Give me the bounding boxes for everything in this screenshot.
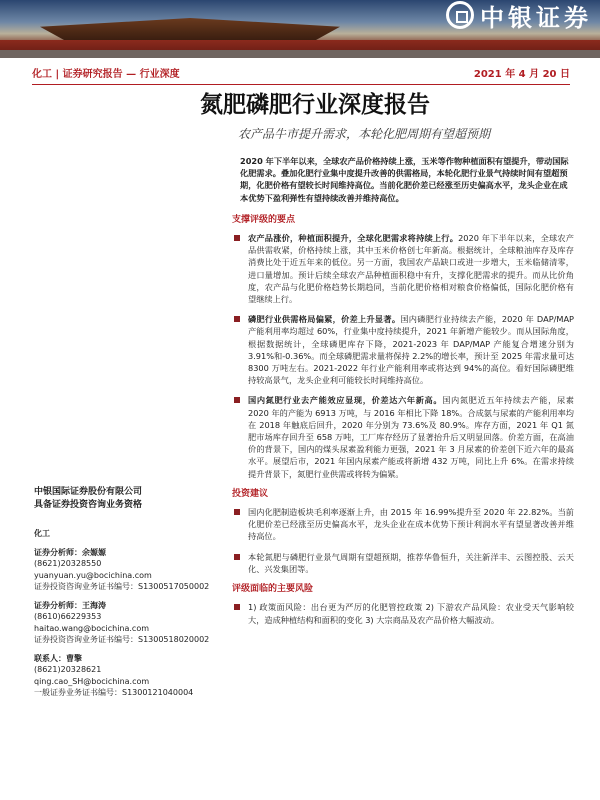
analyst-card [34,600,212,646]
section-heading-risks: 评级面临的主要风险 [232,584,314,595]
analyst-email[interactable]: yuanyuan.yu@bocichina.com [34,570,152,580]
bullet-square-icon [234,604,240,610]
firm-name: 中银国际证券股份有限公司 [34,487,143,497]
analyst-name: 王海涛 [82,600,106,610]
analyst-phone: (8610)66229353 [34,612,102,621]
analyst-role: 证券分析师： [34,600,82,610]
firm-qualification: 具备证券投资咨询业务资格 [34,500,143,510]
sector-label: 化工 [34,529,50,538]
bullet-item [232,394,574,479]
report-subtitle: 农产品牛市提升需求，本轮化肥周期有望超预期 [238,127,491,141]
analyst-role: 证券分析师： [34,547,82,557]
bullet-lead: 国内氮肥行业去产能效应显现，价差达六年新高。 [248,395,443,406]
analyst-email[interactable]: haitao.wang@bocichina.com [34,623,150,633]
bullet-text: 国内化肥制造板块毛利率逐渐上升，由 2015 年 16.99%提升至 2020 年 22.82%。当前化肥价差已经涨至历史偏高水平，龙头企业在成本优势下预计利润水平有望显著改善并维持高位。 [248,507,574,542]
header-divider [32,84,570,85]
brand-name: 中银证券 [480,2,592,32]
analyst-name: 曹擎 [66,653,82,663]
bullet-text: 本轮氮肥与磷肥行业景气周期有望超预期，推荐华鲁恒升，关注新洋丰、云图控股、云天化、兴发集团等。 [248,551,574,574]
bullet-item [232,601,574,625]
lead-paragraph: 2020 年下半年以来，全球农产品价格持续上涨，玉米等作物种植面积有望提升，带动国际化肥需求。叠加化肥行业集中度提升改善的供需格局，本轮化肥行业景气持续时间有望超预期，化肥价格有望较长时间维持高位。当前化肥价差已经涨至历史偏高水平，龙头企业在成本优势下盈利弹性有望持续改善并维持高位。 [240,156,569,203]
bullet-item [232,232,574,305]
bullet-text: 2020 年下半年以来，全球农产品供需收紧，价格持续上涨，其中玉米价格创七年新高。根据统计，全球粮油库存及库存消费比处于近五年来的低位。另一方面，我国农产品缺口或进一步增大，玉米临储清零，进口量增加。预计后续全球农产品种植面积稳中有升，支撑化肥需求的提升。而从比价角度，农产品与化肥价格趋势长期趋同，当前化肥价格相对粮食价格偏低，国际化肥价格有望继续上行。 [248,233,574,305]
analyst-card [34,547,212,593]
analyst-email[interactable]: qing.cao_SH@bocichina.com [34,676,150,686]
risk-text: 1) 政策面风险：出台更为严厉的化肥管控政策 2) 下游农产品风险：农业受天气影响较大，造成种植结构和面积的变化 3) 大宗商品及农产品价格大幅波动。 [248,602,574,625]
bullet-square-icon [234,554,240,560]
bullet-item [232,551,574,575]
report-date: 2021 年 4 月 20 日 [473,68,570,80]
analyst-cert: 证券投资咨询业务证书编号：S1300518020002 [34,635,210,644]
report-body [232,155,574,634]
analyst-phone: (8621)20328550 [34,559,102,568]
analyst-name: 余嫄嫄 [82,547,106,557]
category-strip [32,60,570,84]
bullet-square-icon [234,397,240,403]
analyst-cert: 证券投资咨询业务证书编号：S1300517050002 [34,582,210,591]
brand-logo [446,0,592,30]
report-category: 化工 | 证券研究报告 — 行业深度 [32,68,180,80]
bank-logo-icon [446,1,474,29]
analyst-role: 联系人： [34,653,66,663]
analyst-phone: (8621)20328621 [34,665,102,674]
section-heading-rating-points: 支撑评级的要点 [232,214,296,225]
bullet-square-icon [234,235,240,241]
palace-roof-illustration [40,18,340,40]
sidebar [34,486,212,699]
analyst-card [34,653,212,699]
bullet-lead: 磷肥行业供需格局偏紧，价差上升显著。 [248,314,401,325]
bullet-item [232,506,574,543]
plaza-illustration [0,50,600,58]
bullet-text: 国内氮肥近五年持续去产能，尿素 2020 年的产能为 6913 万吨，与 2016 年相比下降 18%。合成氨与尿素的产能利用率均在 2018 年触底后回升，2020 年分别为 73.6%及 80.9%。库存方面，2021 年 Q1 氮肥市场库存回升至 658 万吨，工厂库存经历了显著抬升后又明显回落。价差方面，在高油价的背景下，国内的煤头尿素盈利能力更强，2021 年 3 月尿素的价差创下近六年的最高水平。展望后市，2021 年国内尿素产能或将新增 432 万吨，同比上升 6%。在需求持续提升背景下，氮肥行业供需或将转为偏紧。 [248,395,574,479]
bullet-square-icon [234,316,240,322]
bullet-square-icon [234,509,240,515]
section-heading-investment: 投资建议 [232,488,269,499]
header-banner [0,0,600,58]
report-title: 氮肥磷肥行业深度报告 [200,91,430,118]
analyst-cert: 一般证券业务证书编号：S1300121040004 [34,688,194,697]
bullet-item [232,313,574,386]
bullet-lead: 农产品涨价，种植面积提升，全球化肥需求将持续上行。 [248,233,459,244]
bullet-text: 国内磷肥行业持续去产能，2020 年 DAP/MAP 产能利用率均超过 60%，行业集中度持续提升，2021 年新增产能较少。而从国际角度，根据数据统计，全球磷肥库存下降，2021-2023 年 DAP/MAP 产能复合增速分别为 3.91%和-0.36%。而全球磷肥需求量将保持 2.2%的增长率，预计至 2025 年需求量可达 8300 万吨左右。2021-2022 年行业产能利用率或将达到 94%的高位。看好国际磷肥维持较高景气，龙头企业利可能较长时间维持高位。 [248,314,574,386]
